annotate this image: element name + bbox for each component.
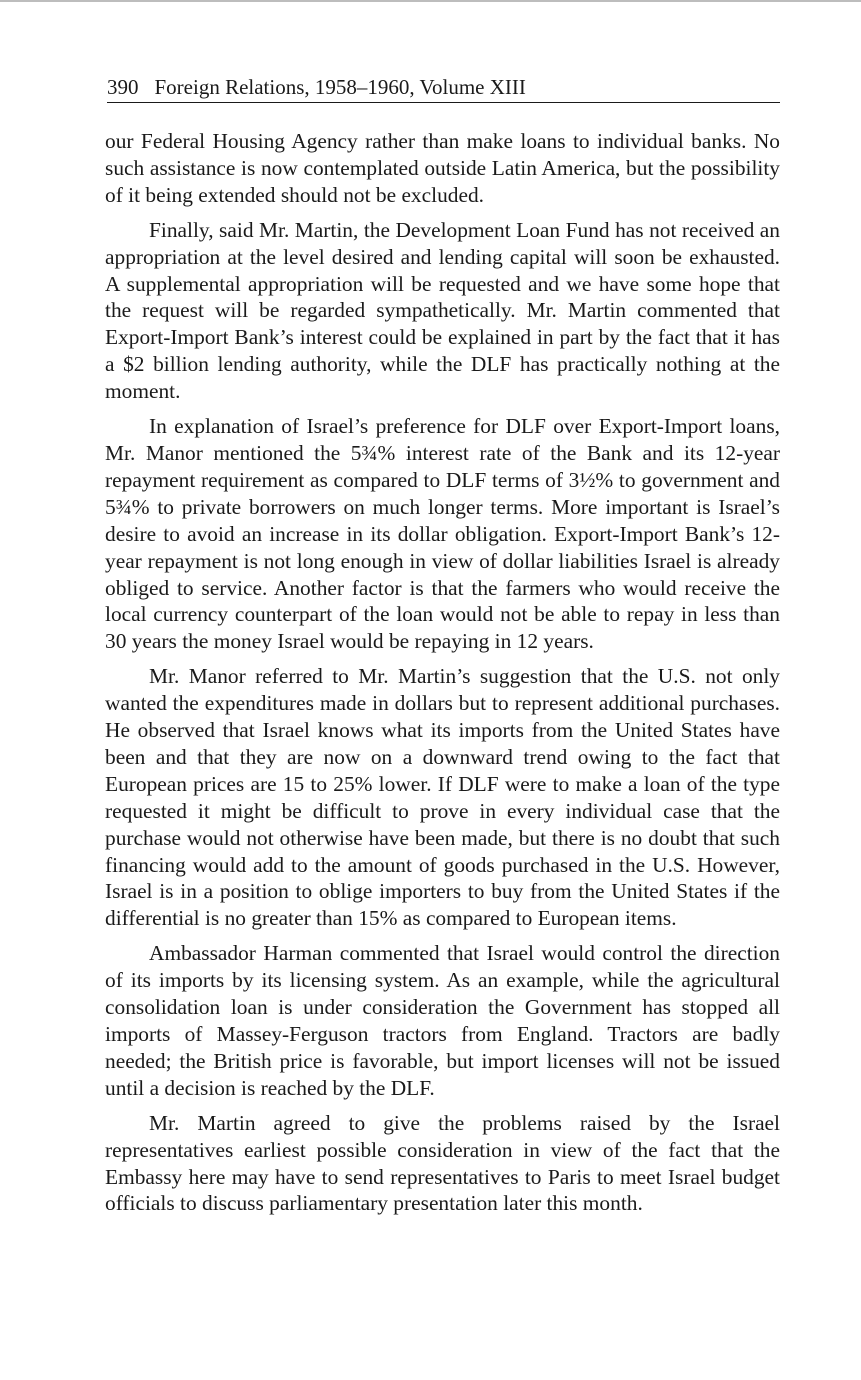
paragraph-continuation: our Federal Housing Agency rather than make loans to individual banks. No such assistance is now contemplated outside Latin America, but the possibility of it being extended should not be excluded.: [105, 129, 780, 207]
paragraph-martin-agreement: Mr. Martin agreed to give the problems raised by the Israel representatives earliest possible consideration in view of the fact that the Embassy here may have to send representatives to Paris to meet Israel budget officials to discuss parliamentary presentation later this month.: [105, 1110, 780, 1216]
page-number: 390: [107, 75, 139, 99]
running-title: Foreign Relations, 1958–1960, Volume XIII: [154, 75, 526, 99]
paragraph-dlf-appropriation: Finally, said Mr. Martin, the Development Loan Fund has not received an appropriation at the level desired and lending capital will soon be exhausted. A supplemental appropriation will be requested and we have some hope that the request will be regarded sympathetically. Mr. Martin commented that Export-Import Bank’s interest could be explained in part by the fact that it has a $2 billion lending authority, while the DLF has practically nothing at the moment.: [105, 217, 780, 404]
paragraph-additional-purchases: Mr. Manor referred to Mr. Martin’s suggestion that the U.S. not only wanted the expenditures made in dollars but to represent additional purchases. He observed that Israel knows what its imports from the United States have been and that they are now on a downward trend owing to the fact that European prices are 15 to 25% lower. If DLF were to make a loan of the type requested it might be difficult to prove in every individual case that the purchase would not otherwise have been made, but there is no doubt that such financing would add to the amount of goods purchased in the U.S. However, Israel is in a position to oblige importers to buy from the United States if the differential is no greater than 15% as compared to European items.: [105, 664, 780, 931]
page-top-edge: [0, 0, 861, 2]
paragraph-israel-preference: In explanation of Israel’s preference for DLF over Export-Import loans, Mr. Manor mentioned the 5¾% interest rate of the Bank and its 12-year repayment requirement as compared to DLF terms of 3½% to government and 5¾% to private borrowers on much longer terms. More important is Israel’s desire to avoid an increase in its dollar obligation. Export-Import Bank’s 12-year repayment is not long enough in view of dollar liabilities Israel is already obliged to service. Another factor is that the farmers who would receive the local currency counterpart of the loan would not be able to repay in less than 30 years the money Israel would be repaying in 12 years.: [105, 414, 780, 654]
paragraph-licensing-system: Ambassador Harman commented that Israel would control the direction of its imports by its licensing system. As an example, while the agricultural consolidation loan is under consideration the Government has stopped all imports of Massey-Ferguson tractors from England. Tractors are badly needed; the British price is favorable, but import licenses will not be issued until a decision is reached by the DLF.: [105, 941, 780, 1100]
running-head: [107, 72, 780, 103]
document-body: [105, 128, 780, 1225]
